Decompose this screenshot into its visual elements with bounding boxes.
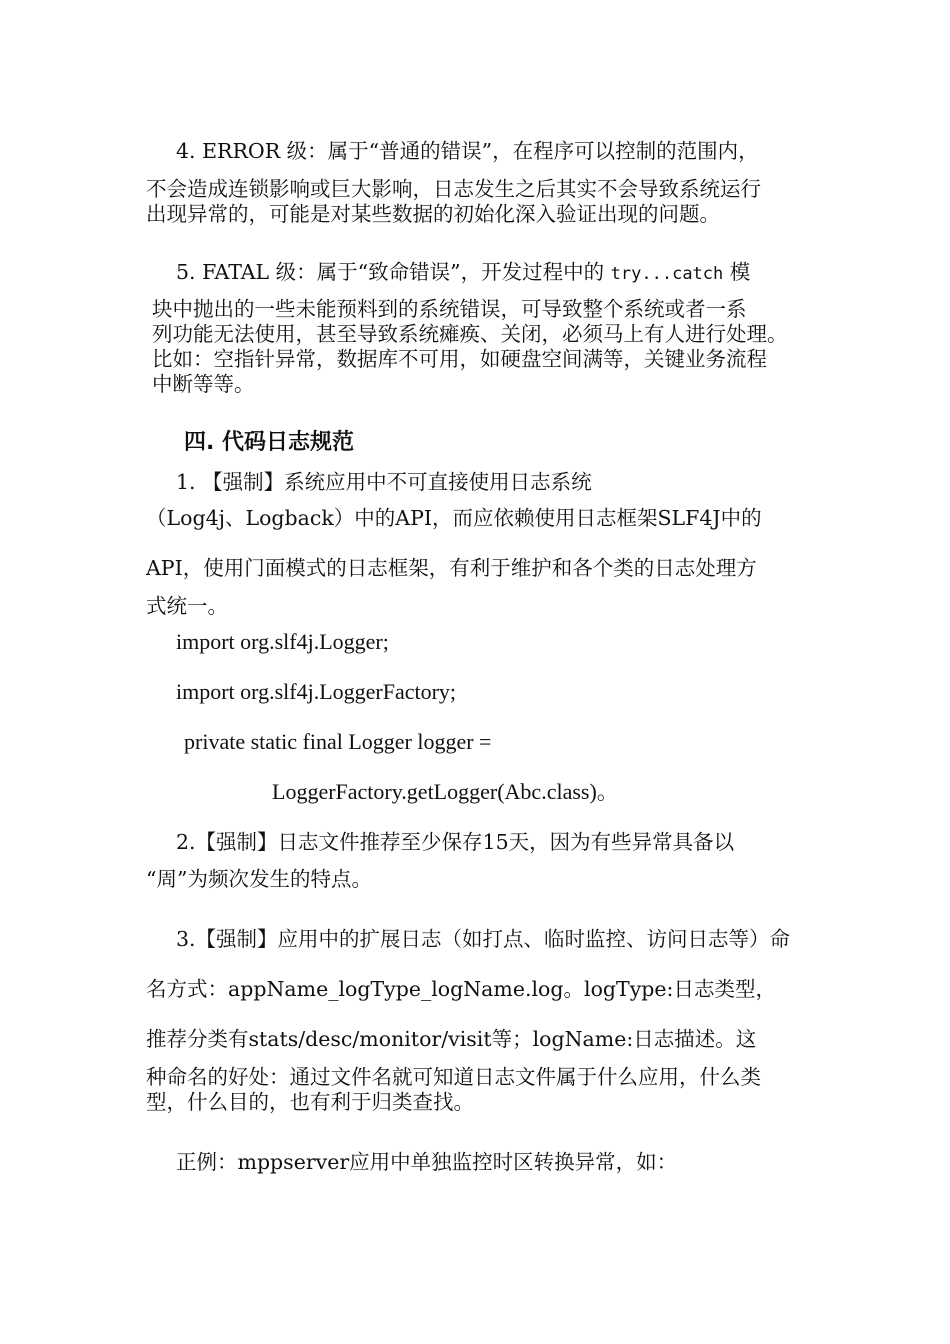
fatal-level-line-1 xyxy=(176,259,750,287)
fatal-level-line-3: 列功能无法使用，甚至导致系统瘫痪、关闭，必须马上有人进行处理。 xyxy=(152,322,788,346)
example-line-1: 正例：mppserver应用中单独监控时区转换异常，如： xyxy=(176,1150,678,1174)
rule-3-line-1: 3.【强制】应用中的扩展日志（如打点、临时监控、访问日志等）命 xyxy=(176,927,791,951)
rule-1-line-3: API，使用门面模式的日志框架，有利于维护和各个类的日志处理方 xyxy=(146,556,757,580)
fatal-level-line-1-suffix: 模 xyxy=(723,260,751,284)
error-level-line-3: 出现异常的，可能是对某些数据的初始化深入验证出现的问题。 xyxy=(146,202,720,226)
try-catch-code: try...catch xyxy=(610,264,724,284)
fatal-level-line-1-prefix: 5. FATAL 级：属于“致命错误”，开发过程中的 xyxy=(176,260,611,284)
fatal-level-line-4: 比如：空指针异常，数据库不可用，如硬盘空间满等，关键业务流程 xyxy=(152,347,767,371)
rule-2-line-1: 2.【强制】日志文件推荐至少保存15天，因为有些异常具备以 xyxy=(176,830,735,854)
rule-3-line-2: 名方式：appName_logType_logName.log。logType:日志类型， xyxy=(146,977,776,1001)
rule-3-line-5: 型，什么目的，也有利于归类查找。 xyxy=(146,1090,474,1114)
code-import-logger-factory: import org.slf4j.LoggerFactory; xyxy=(176,679,457,704)
rule-1-line-1: 1. 【强制】系统应用中不可直接使用日志系统 xyxy=(176,470,592,494)
code-import-logger: import org.slf4j.Logger; xyxy=(176,629,389,654)
rule-3-line-3: 推荐分类有stats/desc/monitor/visit等；logName:日志描述。这 xyxy=(146,1027,757,1051)
rule-1-line-4: 式统一。 xyxy=(146,594,228,618)
error-level-line-1: 4. ERROR 级：属于“普通的错误”，在程序可以控制的范围内， xyxy=(176,139,759,163)
section-heading: 四. 代码日志规范 xyxy=(184,430,355,455)
code-logger-declaration: private static final Logger logger = xyxy=(184,729,492,754)
rule-2-line-2: “周”为频次发生的特点。 xyxy=(146,867,372,891)
fatal-level-line-2: 块中抛出的一些未能预料到的系统错误，可导致整个系统或者一系 xyxy=(152,297,747,321)
rule-1-line-2: （Log4j、Logback）中的API，而应依赖使用日志框架SLF4J中的 xyxy=(146,506,762,530)
fatal-level-line-5: 中断等等。 xyxy=(152,372,255,396)
code-logger-factory-call: LoggerFactory.getLogger(Abc.class)。 xyxy=(272,779,619,804)
error-level-line-2: 不会造成连锁影响或巨大影响，日志发生之后其实不会导致系统运行 xyxy=(146,177,761,201)
rule-3-line-4: 种命名的好处：通过文件名就可知道日志文件属于什么应用，什么类 xyxy=(146,1065,761,1089)
